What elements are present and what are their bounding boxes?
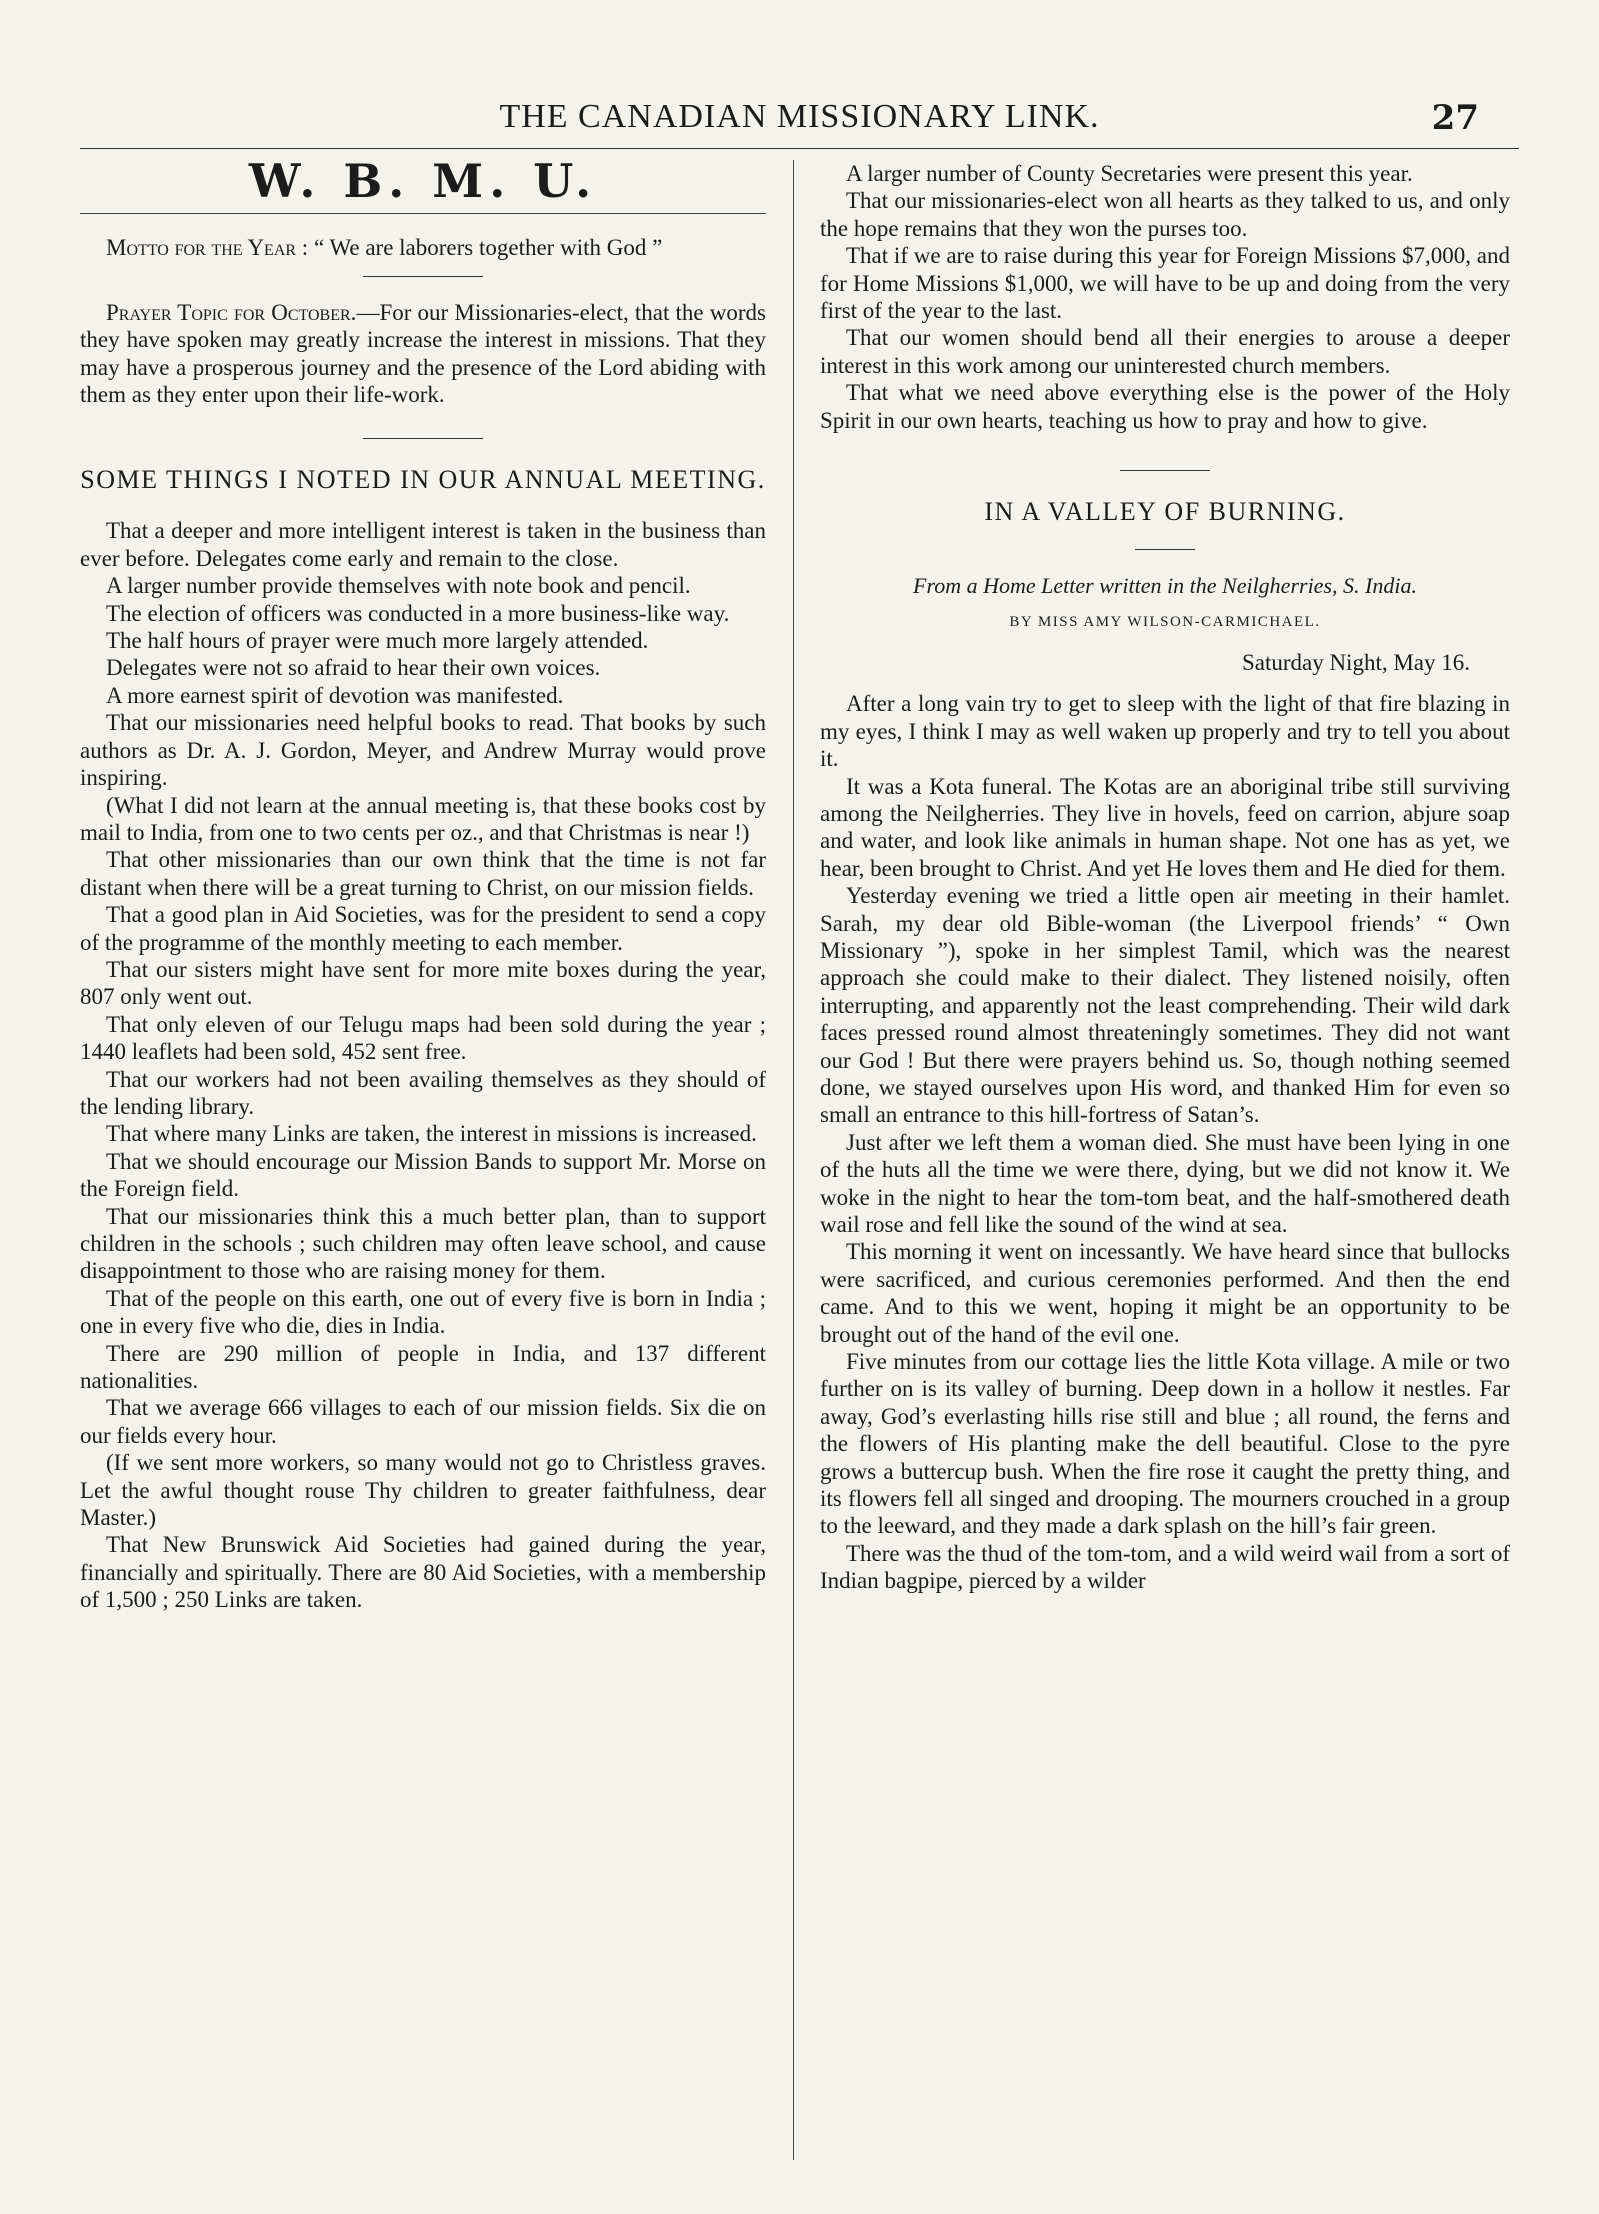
divider-rule [363,276,483,277]
article-paragraph: (What I did not learn at the annual meeting is, that these books cost by mail to India, from one to two cents per oz., and that Christmas is near !) [80,792,766,845]
prayer-topic-text: —For our Missionaries-elect, that the words they have spoken may greatly increase the interest in missions. That they may have a prosperous journey and the presence of the Lord abiding with them as they enter upon their life-work. [80,299,767,408]
article-paragraph: That if we are to raise during this year for Foreign Missions $7,000, and for Home Missions $1,000, we will have to be up and doing from the very first of the year to the last. [820,243,1510,324]
article-dateline: Saturday Night, May 16. [1241,649,1470,675]
article-paragraph: Just after we left them a woman died. She must have been lying in one of the huts all the time we were there, dying, but we did not know it. We woke in the night to hear the tom-tom beat, and the half-smothered death wail rose and fell like the sound of the wind at sea. [820,1129,1510,1237]
article-paragraph: That only eleven of our Telugu maps had been sold during the year ; 1440 leaflets had been sold, 452 sent free. [80,1011,766,1065]
article-paragraph: There was the thud of the tom-tom, and a wild weird wail from a sort of Indian bagpipe, pierced by a wilder [820,1540,1510,1594]
article-subtitle: From a Home Letter written in the Neilgherries, S. India. [913,573,1417,599]
article-paragraph: The election of officers was conducted in a more business-like way. [106,600,730,626]
section-logo-title: W. B. M. U. [248,154,598,208]
article-paragraph: That our missionaries think this a much better plan, than to support children in the schools ; such children may often leave school, and cause disappointment to those who are raising money for them. [80,1203,766,1284]
article-paragraph: That New Brunswick Aid Societies had gained during the year, financially and spiritually. There are 80 Aid Societies, with a membership of 1,500 ; 250 Links are taken. [80,1532,766,1613]
divider-rule [80,213,766,214]
section-heading-valley-of-burning: IN A VALLEY OF BURNING. [984,497,1346,527]
article-paragraph: A larger number provide themselves with note book and pencil. [106,573,691,599]
article-paragraph: That our missionaries need helpful books to read. That books by such authors as Dr. A. J. Gordon, Meyer, and Andrew Murray would prove inspiring. [80,710,766,791]
article-paragraph: That what we need above everything else is the power of the Holy Spirit in our own hearts, teaching us how to pray and how to give. [820,380,1510,433]
article-paragraph: That our sisters might have sent for more mite boxes during the year, 807 only went out. [80,956,766,1010]
prayer-topic-label: Prayer Topic for October. [106,299,357,325]
motto-paragraph [80,234,766,261]
article-byline: BY MISS AMY WILSON-CARMICHAEL. [1009,614,1321,631]
left-column [80,154,767,1614]
article-paragraph: That a good plan in Aid Societies, was for the president to send a copy of the programme of the monthly meeting to each member. [80,902,766,955]
article-paragraph: (If we sent more workers, so many would not go to Christless graves. Let the awful thought rouse Thy children to greater faithfulness, dear Master.) [80,1450,766,1531]
article-paragraph: Delegates were not so afraid to hear their own voices. [106,655,601,681]
article-paragraph: That of the people on this earth, one out of every five is born in India ; one in every five who die, dies in India. [80,1285,766,1339]
article-paragraph: Five minutes from our cottage lies the little Kota village. A mile or two further on is its valley of burning. Deep down in a hollow it nestles. Far away, God’s everlasting hills rise still and blue ; all round, the ferns and the flowers of His planting make the dell beautiful. Close to the pyre grows a buttercup bush. When the fire rose it caught the pretty thing, and its flowers fell all singed and drooping. The mourners crouched in a group to the leeward, and they made a dark splash on the hill’s fair green. [820,1349,1510,1539]
article-paragraph: That where many Links are taken, the interest in missions is increased. [106,1121,757,1147]
page-header [80,98,1519,146]
prayer-topic-paragraph [80,299,766,409]
right-column [820,160,1510,1595]
article-paragraph: There are 290 million of people in India, and 137 different nationalities. [80,1340,766,1394]
motto-label: Motto for the Year : [106,235,309,261]
article-paragraph: A more earnest spirit of devotion was manifested. [106,682,564,708]
article-paragraph: That our women should bend all their energies to arouse a deeper interest in this work among our uninterested church members. [820,325,1510,378]
motto-text: “ We are laborers together with God ” [313,235,663,261]
article-paragraph: That our workers had not been availing themselves as they should of the lending library. [80,1066,766,1119]
divider-rule [363,438,483,439]
article-paragraph: It was a Kota funeral. The Kotas are an aboriginal tribe still surviving among the Neilgherries. They live in hovels, feed on carrion, abjure soap and water, and look like animals in human shape. Not one has as yet, we hear, been brought to Christ. And yet He loves them and He died for them. [820,773,1510,881]
divider-rule [1120,470,1210,471]
article-paragraph: That other missionaries than our own think that the time is not far distant when there will be a great turning to Christ, on our mission fields. [80,847,766,900]
section-heading-annual-meeting: SOME THINGS I NOTED IN OUR ANNUAL MEETING. [80,465,766,495]
article-paragraph: The half hours of prayer were much more largely attended. [106,628,649,654]
article-paragraph: After a long vain try to get to sleep with the light of that fire blazing in my eyes, I think I may as well waken up properly and try to tell you about it. [820,691,1510,772]
header-rule [80,148,1519,149]
divider-rule [1135,549,1195,550]
page-number: 27 [1431,98,1479,138]
article-paragraph: Yesterday evening we tried a little open air meeting in their hamlet. Sarah, my dear old Bible-woman (the Liverpool friends’ “ Own Missionary ”), spoke in her simplest Tamil, which was the nearest approach she could make to their dialect. They listened noisily, often interrupting, and apparently not the least comprehending. Their wild dark faces pressed round almost threateningly sometimes. They did not want our God ! But there were prayers behind us. So, though nothing seemed done, we stayed ourselves upon His word, and thanked Him for even so small an entrance to this hill-fortress of Satan’s. [820,883,1510,1128]
masthead-title: THE CANADIAN MISSIONARY LINK. [499,98,1100,135]
article-paragraph: That a deeper and more intelligent interest is taken in the business than ever before. Delegates come early and remain to the close. [80,518,766,571]
article-paragraph: That we should encourage our Mission Bands to support Mr. Morse on the Foreign field. [80,1148,766,1202]
article-paragraph: A larger number of County Secretaries were present this year. [846,161,1413,186]
article-paragraph: That our missionaries-elect won all hearts as they talked to us, and only the hope remains that they won the purses too. [820,188,1510,241]
column-divider [793,160,794,2160]
article-paragraph: This morning it went on incessantly. We have heard since that bullocks were sacrificed, and curious ceremonies performed. And then the end came. And to this we went, hoping it might be an opportunity to be brought out of the hand of the evil one. [820,1239,1510,1347]
article-paragraph: That we average 666 villages to each of our mission fields. Six die on our fields every hour. [80,1395,766,1448]
